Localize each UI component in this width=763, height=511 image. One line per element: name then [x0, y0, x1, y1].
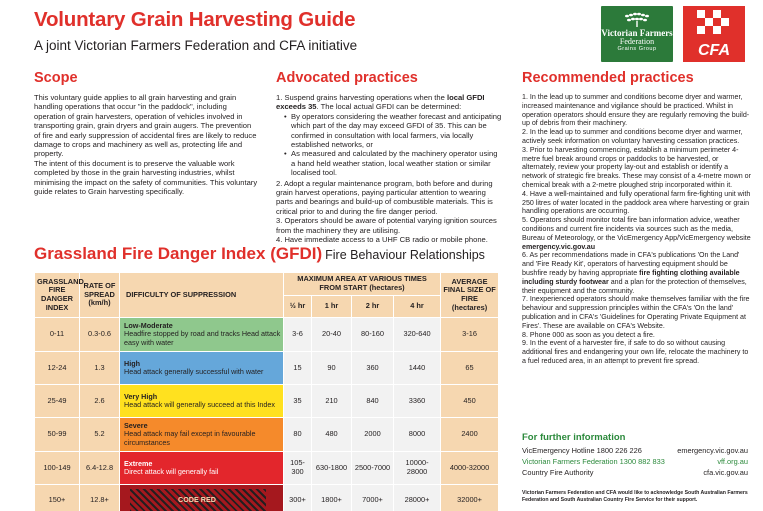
- cell-area: 7000+: [352, 485, 394, 511]
- cell-area: 105-300: [284, 452, 312, 485]
- wheat-icon: [622, 10, 652, 28]
- contact-link[interactable]: vff.org.au: [717, 457, 748, 466]
- scope-paragraph-1: This voluntary guide applies to all grain harvesting and grain handling operations that occur "in the paddock", including operation of grain harvesters, operation of vehicles involved in transporting grain, grain dryers and grain augers. The prevention of fire and early suppression of accidental fires are likely to reduce damage to crops and machinery as well as, protecting life and property.: [34, 93, 257, 159]
- further-info-heading: For further information: [522, 432, 626, 443]
- contact-row: [522, 445, 748, 456]
- header-time: 2 hr: [352, 296, 394, 318]
- contact-link[interactable]: emergency.vic.gov.au: [677, 446, 748, 455]
- cell-area: 80-160: [352, 318, 394, 352]
- gfdi-subtitle: Fire Behaviour Relationships: [325, 248, 485, 262]
- difficulty-level: Low-Moderate: [124, 320, 173, 330]
- cell-area: 3360: [394, 385, 441, 418]
- header-rate: RATE OF SPREAD (km/h): [80, 273, 120, 318]
- recommended-item: 4. Have a well-maintained and fully operational farm fire-fighting unit with 250 litres of water located in the paddock area where harvesting or grain handling operations are occurring.: [522, 189, 751, 216]
- recommended-item-6-emphasis: fire fighting clothing available including sturdy footwear: [522, 268, 740, 286]
- recommended-item: 2. In the lead up to summer and conditions become dryer and warmer, actively seek information on voluntary harvesting cessation practices.: [522, 128, 743, 145]
- emergency-link[interactable]: emergency.vic.gov.au: [522, 242, 596, 251]
- table-row: [35, 485, 499, 511]
- vff-logo-line3: Grains Group: [617, 46, 657, 52]
- advocated-text: [276, 93, 502, 245]
- scope-text: [34, 93, 259, 196]
- page-title: Voluntary Grain Harvesting Guide: [34, 8, 356, 31]
- cell-index: 25-49: [35, 385, 80, 418]
- scope-heading: Scope: [34, 70, 78, 86]
- recommended-item: 3. Prior to harvesting commencing, establish a minimum perimeter 4-metre fuel break around crops or paddocks to be harvested, or alternately, review your property lay-out and establish or identify a network of strategic fire breaks. These may consist of a 4-metre mown or chemical break with a 2-metre ploughed strip incorporated within it.: [522, 145, 751, 189]
- table-row: [35, 418, 499, 452]
- cell-area: 8000: [394, 418, 441, 452]
- cell-area: 35: [284, 385, 312, 418]
- cell-index: 50-99: [35, 418, 80, 452]
- advocated-item-2: 2. Adopt a regular maintenance program, both before and during grain harvest operations, paying particular attention to wearing parts and bearings and build-up of combustible materials. This is critical prior to and during the fire danger period.: [276, 178, 493, 216]
- table-row: [35, 385, 499, 418]
- header-time: 4 hr: [394, 296, 441, 318]
- contact-row: [522, 467, 748, 478]
- cell-area: 2000: [352, 418, 394, 452]
- cfa-checker-icon: [683, 6, 745, 42]
- cell-area: 90: [312, 352, 352, 385]
- cell-final: 65: [441, 352, 499, 385]
- recommended-heading: Recommended practices: [522, 70, 694, 86]
- cell-final: 450: [441, 385, 499, 418]
- recommended-item: 8. Phone 000 as soon as you detect a fire.: [522, 330, 655, 339]
- contact-name: Country Fire Authority: [522, 468, 594, 477]
- cell-rate: 5.2: [80, 418, 120, 452]
- cell-area: 360: [352, 352, 394, 385]
- difficulty-level: CODE RED: [178, 495, 216, 504]
- header-index: GRASSLAND FIRE DANGER INDEX: [35, 273, 80, 318]
- advocated-item-3: 3. Operators should be aware of potential varying ignition sources from the machinery they are utilising.: [276, 216, 497, 235]
- cell-difficulty: [120, 352, 284, 385]
- cell-difficulty: [120, 318, 284, 352]
- recommended-text: [522, 93, 752, 366]
- cell-difficulty: [120, 385, 284, 418]
- cfa-logo-text: CFA: [698, 42, 730, 59]
- advocated-item-4: 4. Have immediate access to a UHF CB radio or mobile phone.: [276, 235, 488, 245]
- advocated-bullet: • As measured and calculated by the machinery operator using a hand held weather station, local weather station or similar localised tool.: [284, 149, 502, 177]
- contact-link[interactable]: cfa.vic.gov.au: [703, 468, 748, 477]
- cell-area: 3-6: [284, 318, 312, 352]
- cell-area: 840: [352, 385, 394, 418]
- table-row: [35, 452, 499, 485]
- cell-area: 80: [284, 418, 312, 452]
- cell-area: 28000+: [394, 485, 441, 511]
- header-time: ½ hr: [284, 296, 312, 318]
- cell-final: 2400: [441, 418, 499, 452]
- cell-rate: 6.4-12.8: [80, 452, 120, 485]
- difficulty-level: Extreme: [124, 458, 153, 468]
- cell-difficulty: [120, 452, 284, 485]
- cell-area: 1800+: [312, 485, 352, 511]
- page-subtitle: A joint Victorian Farmers Federation and CFA initiative: [34, 38, 358, 53]
- recommended-item: 5. Operators should monitor total fire ban information advice, weather conditions and current fire incidents via sources such as the media, Bureau of Meteorology, or the VicEmergency App/VicEmergency website: [522, 216, 751, 242]
- advocated-heading: Advocated practices: [276, 70, 418, 86]
- advocated-bullet: • By operators considering the weather forecast and anticipating which part of the day may exceed GFDI of 35. This can be confirmed in consultation with local farmers, via locally established networks, or: [284, 112, 502, 150]
- recommended-item: 9. In the event of a harvester fire, if safe to do so without causing additional fires and endangering your own life, relocate the machinery to a fuel reduced area, in an attempt to prevent fire spread.: [522, 339, 749, 365]
- difficulty-level: Severe: [124, 420, 148, 430]
- cell-area: 10000-28000: [394, 452, 441, 485]
- contact-list: [522, 445, 748, 478]
- difficulty-desc: Head attack may fail except in favourable circumstances: [124, 429, 256, 447]
- header-max-area: MAXIMUM AREA AT VARIOUS TIMES FROM START (hectares): [284, 273, 441, 296]
- cell-area: 320-640: [394, 318, 441, 352]
- cell-difficulty-code-red: [120, 485, 284, 511]
- cell-index: 100-149: [35, 452, 80, 485]
- advocated-item-1-emphasis: local GFDI exceeds 35: [276, 93, 485, 112]
- difficulty-desc: Head attack generally successful with water: [124, 367, 264, 376]
- recommended-item: 1. In the lead up to summer and conditions become dryer and warmer, increased maintenance and vigilance should be practiced. Whilst in operation operators should ensure they are regularly removing the build-up of debris from their machinery.: [522, 93, 750, 128]
- scope-paragraph-2: The intent of this document is to preserve the valuable work completed by those in the grain harvesting industries, whilst minimising the impact on the safety of communities. This voluntary guide relates to Grain harvesting specifically.: [34, 158, 258, 197]
- vff-logo: [601, 6, 673, 62]
- cell-rate: 1.3: [80, 352, 120, 385]
- header-difficulty: DIFFICULTY OF SUPPRESSION: [120, 273, 284, 318]
- difficulty-desc: Headfire stopped by road and tracks Head attack easy with water: [124, 329, 281, 347]
- cell-area: 2500-7000: [352, 452, 394, 485]
- acknowledgement-text: Victorian Farmers Federation and CFA would like to acknowledge South Australian Farmers Federation and South Australian Country Fire Service for their support.: [522, 490, 748, 503]
- header-time: 1 hr: [312, 296, 352, 318]
- cell-difficulty: [120, 418, 284, 452]
- difficulty-desc: Direct attack will generally fail: [124, 467, 219, 476]
- cell-index: 12-24: [35, 352, 80, 385]
- recommended-item-6-text: 6. As per recommendations made in CFA's publications 'On the Land' and 'Fire Ready Kit', operators of harvesting equipment should be bushfire ready by having appropriate: [522, 251, 740, 277]
- recommended-item: 7. Inexperienced operators should make themselves familiar with the fire behaviour and suppression principles within the CFA's 'On the land' publication and in CFA's 'Guidelines for Operating Private Equipment at Fires'. These are available on CFA's Website.: [522, 295, 750, 330]
- gfdi-title: [34, 244, 485, 264]
- cell-area: 630-1800: [312, 452, 352, 485]
- recommended-item-6: [522, 251, 752, 295]
- difficulty-level: High: [124, 358, 140, 368]
- vff-logo-line1: Victorian Farmers: [601, 28, 673, 38]
- cell-area: 1440: [394, 352, 441, 385]
- gfdi-table: [34, 272, 499, 511]
- difficulty-level: Very High: [124, 391, 158, 401]
- cell-area: 20-40: [312, 318, 352, 352]
- cell-area: 15: [284, 352, 312, 385]
- cell-index: 150+: [35, 485, 80, 511]
- cell-final: 32000+: [441, 485, 499, 511]
- difficulty-desc: Head attack will generally succeed at this Index: [124, 400, 276, 409]
- cell-area: 210: [312, 385, 352, 418]
- cell-final: 3-16: [441, 318, 499, 352]
- contact-name: Victorian Farmers Federation 1300 882 833: [522, 457, 665, 466]
- recommended-item-6-tail: and a plan for the protection of themselves, their equipment and the community.: [522, 277, 747, 295]
- cell-final: 4000-32000: [441, 452, 499, 485]
- cell-index: 0-11: [35, 318, 80, 352]
- gfdi-title-text: Grassland Fire Danger Index (GFDI): [34, 244, 323, 263]
- advocated-item-1-text: 1. Suspend grains harvesting operations when the: [276, 93, 447, 102]
- cell-rate: 0.3-0.6: [80, 318, 120, 352]
- vff-logo-line2: Federation: [619, 37, 655, 46]
- advocated-bullet-list: [276, 112, 502, 178]
- cell-area: 480: [312, 418, 352, 452]
- table-row: [35, 352, 499, 385]
- contact-name: VicEmergency Hotline 1800 226 226: [522, 446, 642, 455]
- advocated-item-1: [276, 93, 502, 112]
- cell-area: 300+: [284, 485, 312, 511]
- advocated-item-1-tail: . The local actual GFDI can be determined:: [316, 102, 462, 112]
- contact-row: [522, 456, 748, 467]
- cell-rate: 12.8+: [80, 485, 120, 511]
- table-row: [35, 318, 499, 352]
- cell-rate: 2.6: [80, 385, 120, 418]
- cfa-logo: [683, 6, 745, 62]
- header-final: AVERAGE FINAL SIZE OF FIRE (hectares): [441, 273, 499, 318]
